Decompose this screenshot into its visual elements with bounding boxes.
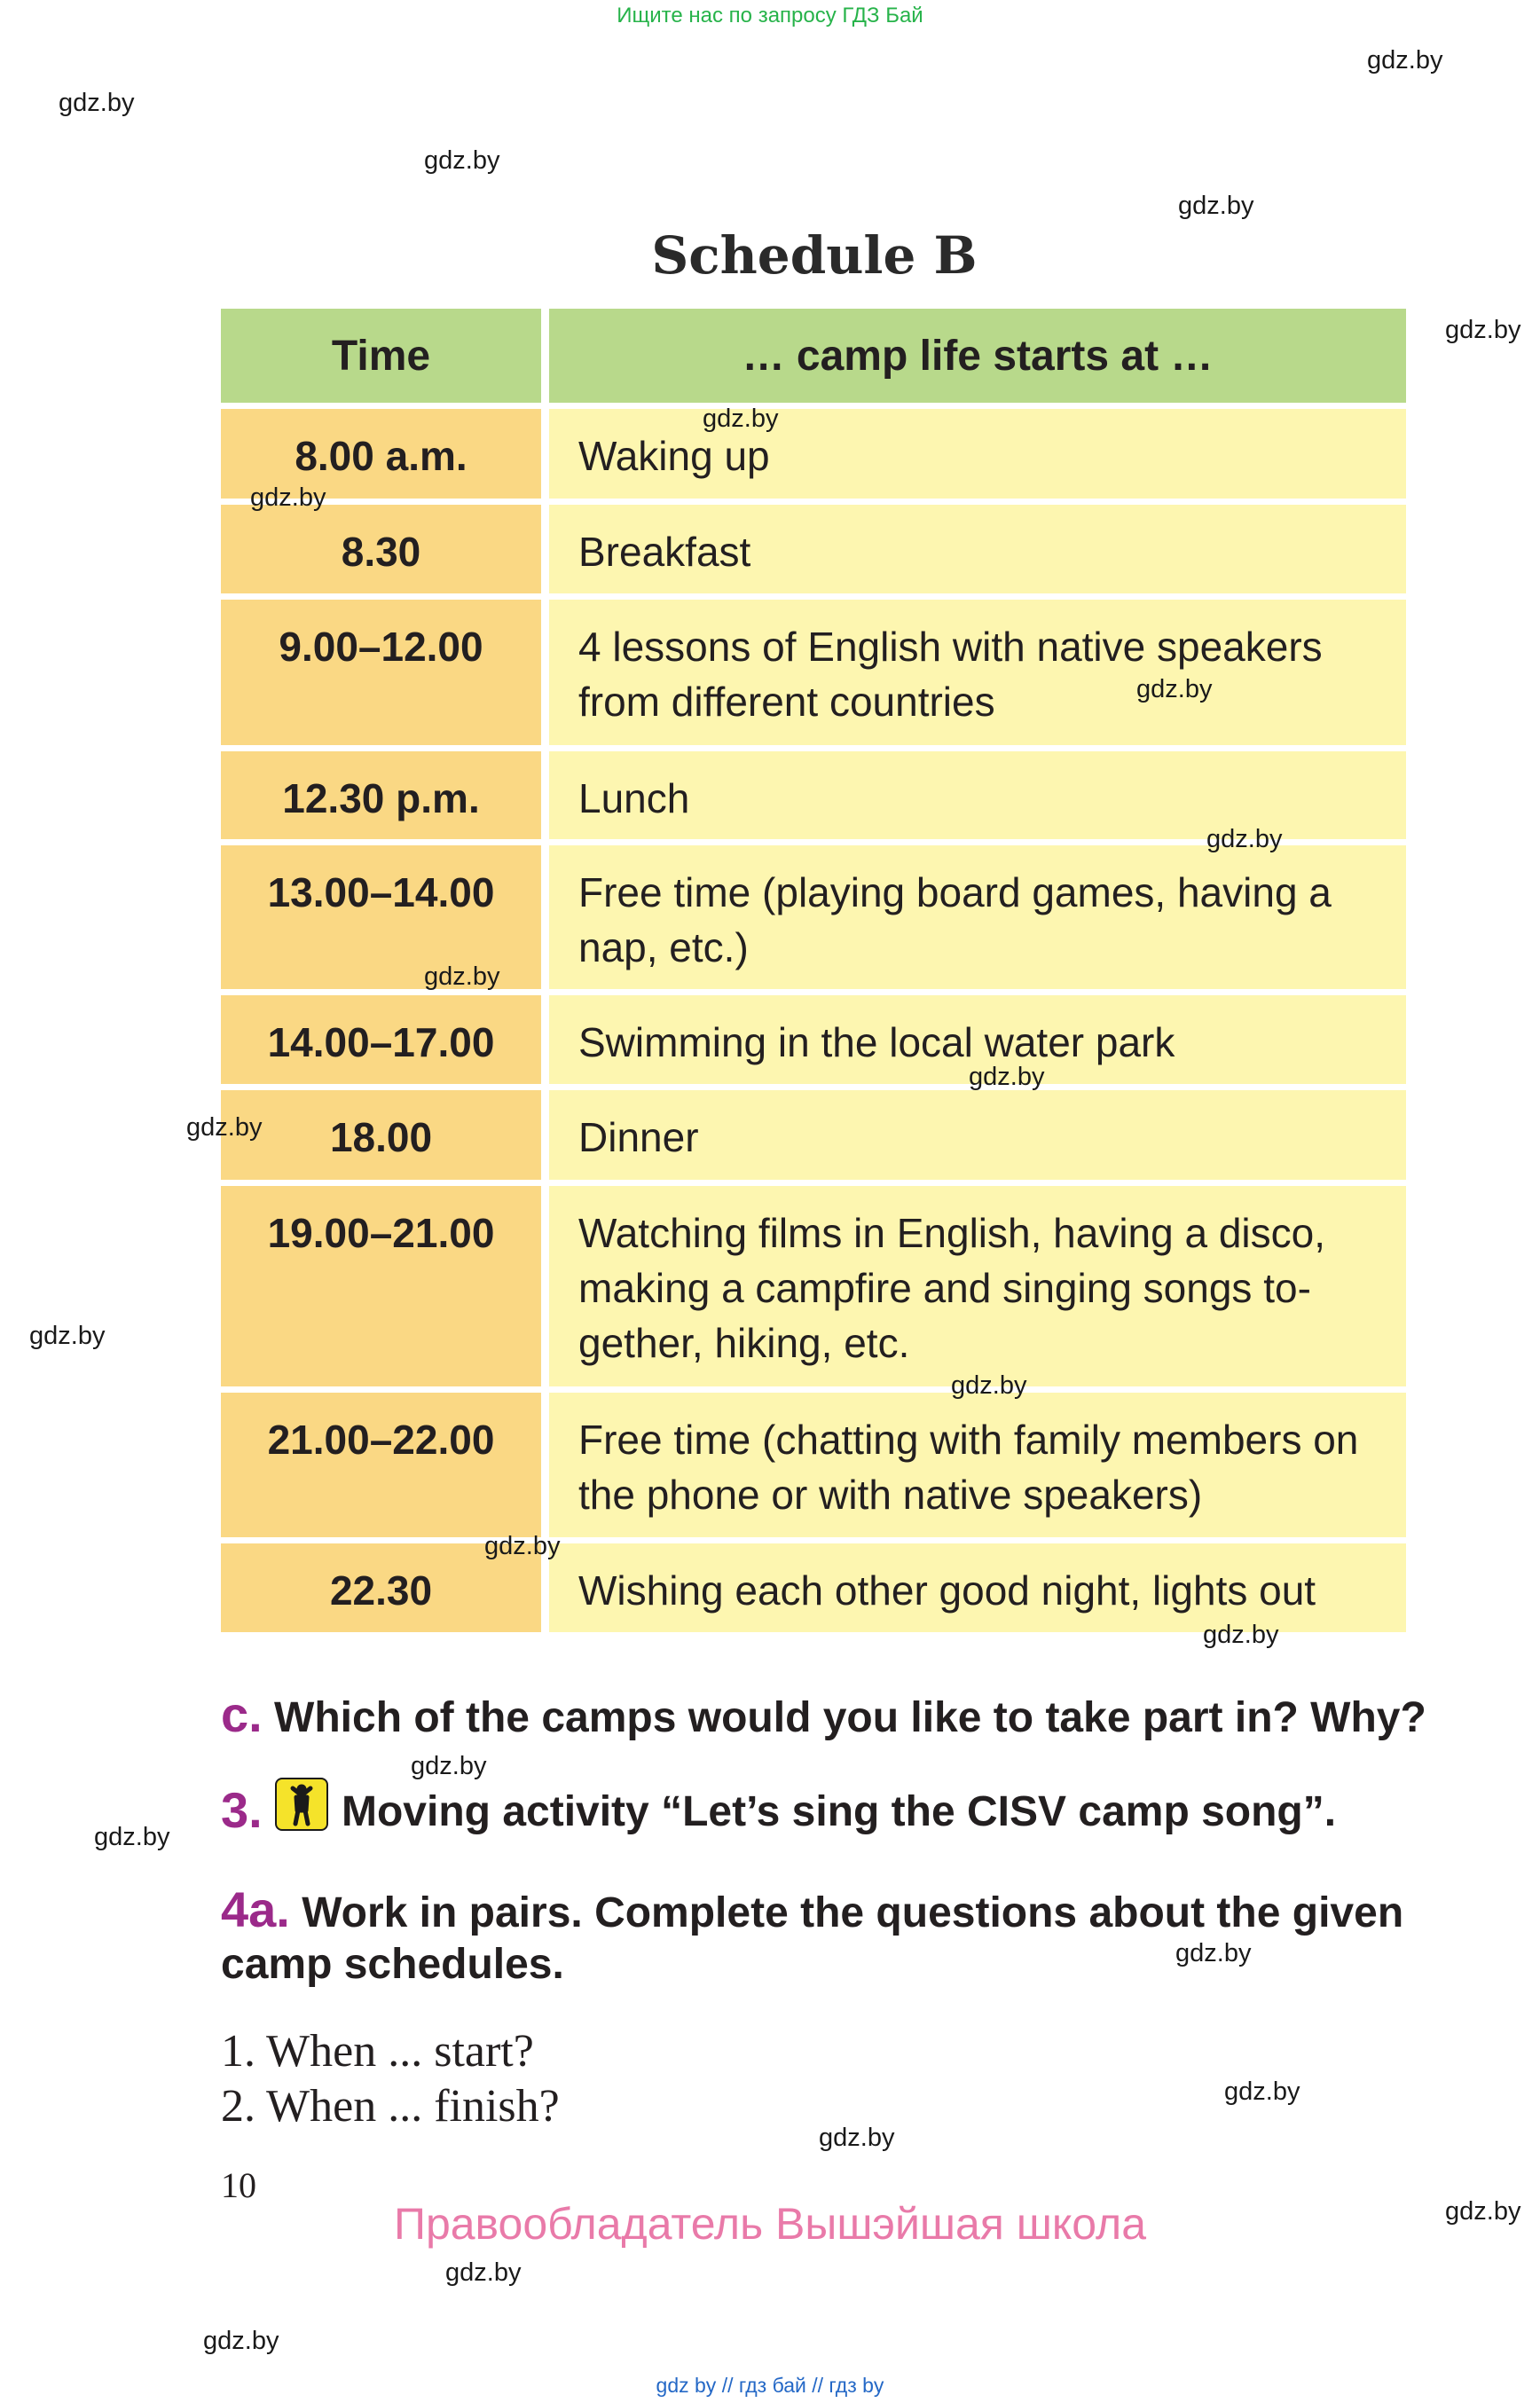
- table-row-time: 12.30 p.m.: [221, 751, 541, 839]
- table-row-activity: 4 lessons of English with native speakers from different countries: [549, 600, 1406, 745]
- task-3-label: 3.: [221, 1782, 263, 1838]
- table-row-time: 8.30: [221, 505, 541, 593]
- table-row-activity: Watching films in English, having a disco, making a campfire and singing songs to-gether, hiking, etc.: [549, 1186, 1406, 1386]
- table-row-activity: Swimming in the local water park: [549, 995, 1406, 1084]
- question-1: 1. When ... start?: [221, 2026, 534, 2077]
- table-row-activity: Wishing each other good night, lights out: [549, 1543, 1406, 1632]
- task-3-text: Moving activity “Let’s sing the CISV camp song”.: [342, 1788, 1337, 1835]
- watermark: gdz.by: [424, 146, 500, 175]
- watermark: gdz.by: [445, 2258, 522, 2287]
- watermark: gdz.by: [203, 2327, 279, 2355]
- watermark: gdz.by: [951, 1371, 1027, 1400]
- watermark: gdz.by: [1367, 46, 1443, 75]
- table-row-time: 19.00–21.00: [221, 1186, 541, 1386]
- question-2: 2. When ... finish?: [221, 2081, 560, 2132]
- task-3-label-wrap: [221, 1781, 263, 1839]
- table-row-activity: Breakfast: [549, 505, 1406, 593]
- watermark: gdz.by: [59, 89, 135, 117]
- task-4a-text: Work in pairs. Complete the questions about the given camp schedules.: [221, 1889, 1404, 1988]
- watermark: gdz.by: [94, 1823, 170, 1851]
- watermark: gdz.by: [1224, 2077, 1300, 2106]
- watermark: gdz.by: [1136, 675, 1213, 703]
- table-row-time: 9.00–12.00: [221, 600, 541, 745]
- watermark: gdz.by: [1203, 1621, 1279, 1649]
- watermark: gdz.by: [969, 1063, 1045, 1091]
- table-row-activity: Dinner: [549, 1090, 1406, 1180]
- table-row-time: 21.00–22.00: [221, 1393, 541, 1537]
- watermark: gdz.by: [1445, 316, 1521, 344]
- watermark: gdz.by: [411, 1752, 487, 1780]
- table-row-activity: Lunch: [549, 751, 1406, 839]
- watermark: gdz.by: [250, 483, 326, 512]
- watermark: gdz.by: [703, 404, 779, 433]
- table-row-time: 14.00–17.00: [221, 995, 541, 1084]
- task-c: [221, 1685, 1463, 1743]
- table-row-time: 18.00: [221, 1090, 541, 1180]
- task-c-label: c.: [221, 1686, 263, 1742]
- watermark: gdz.by: [819, 2124, 895, 2152]
- table-header-activity: … camp life starts at …: [549, 309, 1406, 403]
- watermark: gdz.by: [424, 962, 500, 991]
- moving-activity-icon: [275, 1778, 328, 1831]
- watermark: gdz.by: [1175, 1939, 1252, 1967]
- watermark: gdz.by: [29, 1322, 106, 1350]
- copyright-notice: Правообладатель Вышэйшая школа: [394, 2199, 1146, 2249]
- table-row-activity: Waking up: [549, 409, 1406, 499]
- table-row-time: 13.00–14.00: [221, 845, 541, 989]
- watermark: gdz.by: [1206, 825, 1283, 853]
- task-c-text: Which of the camps would you like to take part in? Why?: [274, 1694, 1426, 1741]
- watermark: gdz.by: [186, 1113, 263, 1142]
- watermark: gdz.by: [484, 1532, 561, 1560]
- table-row-time: 22.30: [221, 1543, 541, 1632]
- watermark: gdz.by: [1178, 192, 1254, 220]
- top-search-note: Ищите нас по запросу ГДЗ Бай: [617, 4, 923, 27]
- page-number: 10: [221, 2165, 256, 2205]
- task-4a: [221, 1881, 1414, 1991]
- table-row-activity: Free time (playing board games, having a nap, etc.): [549, 845, 1406, 989]
- task-4a-label: 4a.: [221, 1881, 290, 1937]
- schedule-title: Schedule B: [651, 225, 978, 286]
- table-row-time: 8.00 a.m.: [221, 409, 541, 499]
- table-header-time: Time: [221, 309, 541, 403]
- table-row-activity: Free time (chatting with family members on the phone or with native speakers): [549, 1393, 1406, 1537]
- watermark: gdz.by: [1445, 2197, 1521, 2226]
- bottom-links[interactable]: gdz by // гдз бай // гдз by: [656, 2374, 884, 2397]
